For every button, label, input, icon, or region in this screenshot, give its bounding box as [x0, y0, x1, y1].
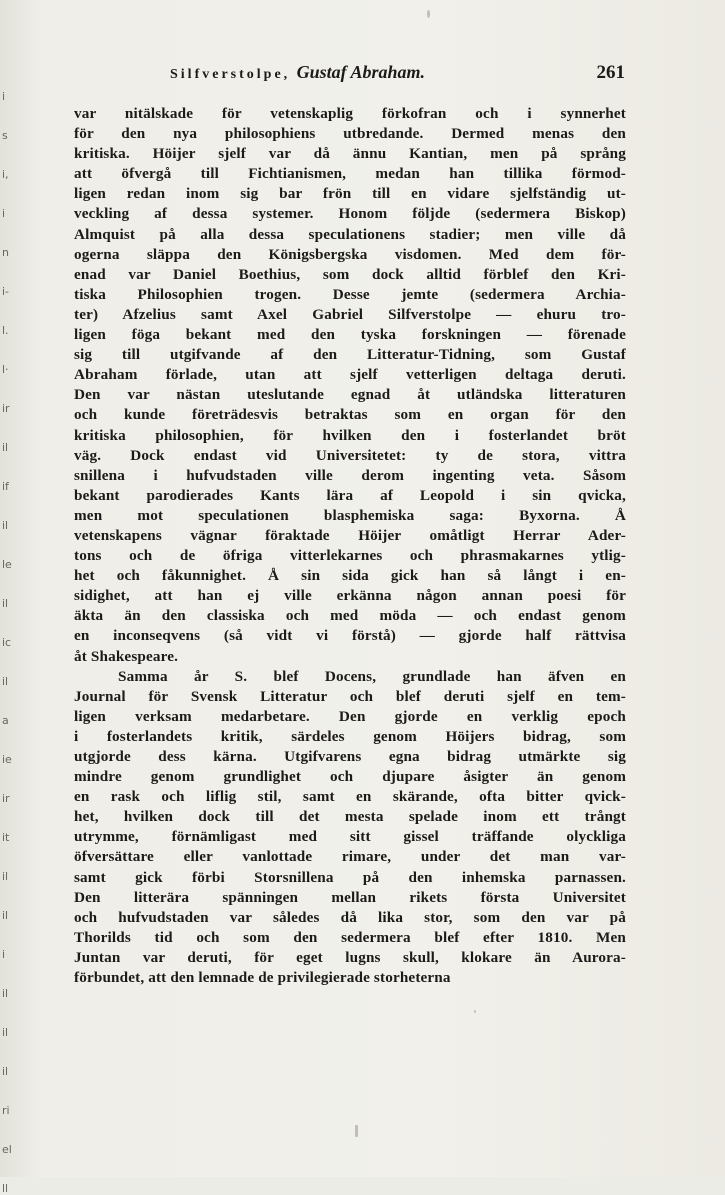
text-line: Juntan var deruti, för eget lugns skull, klokare än Aurora-	[74, 948, 626, 966]
margin-mark: ic	[2, 636, 12, 649]
running-head	[170, 62, 425, 83]
text-line: men mot speculationen blasphemiska saga: Byxorna. Å	[74, 506, 626, 524]
margin-mark: il	[2, 597, 9, 610]
text-line: mindre genom grundlighet och djupare åsigter än genom	[74, 768, 626, 786]
text-line: samt gick förbi Storsnillena på den inhemska parnassen.	[74, 868, 626, 886]
page-header	[170, 60, 625, 88]
running-head-surname: Silfverstolpe,	[170, 67, 297, 82]
text-line: Den litterära spänningen mellan rikets första Universitet	[74, 888, 626, 906]
text-line: Almquist på alla dessa speculationens stadier; men ville då	[74, 225, 626, 243]
margin-mark: it	[2, 831, 10, 844]
margin-mark: il	[2, 441, 9, 454]
text-line: åt Shakespeare.	[74, 647, 179, 665]
text-line: snillena i hufvudstaden ville derom ingenting veta. Såsom	[74, 466, 626, 484]
margin-mark: el	[2, 1143, 12, 1156]
margin-mark: il	[2, 870, 9, 883]
text-line: enad var Daniel Boethius, som dock alltid förblef den Kri-	[74, 265, 626, 283]
page-number: 261	[596, 62, 625, 83]
margin-mark: i	[2, 948, 6, 961]
text-line: förbundet, att den lemnade de privilegierade storheterna	[74, 969, 451, 987]
margin-mark: il	[2, 519, 9, 532]
text-line: öfversättare eller vanlottade rimare, under det man var-	[74, 848, 626, 866]
margin-mark: s	[2, 129, 8, 142]
text-line: ligen verksam medarbetare. Den gjorde en verklig epoch	[74, 707, 626, 725]
margin-mark: l·	[2, 363, 9, 376]
margin-mark: le	[2, 558, 12, 571]
text-line: en inconseqvens (så vidt vi förstå) — gjorde half rättvisa	[74, 627, 626, 645]
margin-mark: ie	[2, 753, 12, 766]
text-line: bekant parodierades Kants lära af Leopold i sin qvicka,	[74, 486, 626, 504]
text-line: för den nya philosophiens utbredande. Dermed menas den	[74, 125, 626, 143]
paper-speck	[355, 1125, 358, 1137]
margin-mark: il	[2, 1026, 9, 1039]
text-line: ligen redan inom sig bar frön till en vidare sjelfständig ut-	[74, 185, 626, 203]
paper-speck	[427, 10, 430, 18]
margin-mark: a	[2, 714, 9, 727]
text-line: Den var nästan uteslutande egnad åt utländska litteraturen	[74, 386, 626, 404]
margin-mark: i	[2, 90, 6, 103]
text-line: en rask och liflig stil, samt en skärande, ofta bitter qvick-	[74, 788, 626, 806]
text-line: äkta än den classiska och med möda — och endast genom	[74, 607, 626, 625]
text-line: het och fåkunnighet. Å sin sida gick han så långt i en-	[74, 567, 626, 585]
body-text	[74, 104, 626, 988]
text-line: utgjorde dess kärna. Utgifvarens egna bidrag utmärkte sig	[74, 748, 626, 765]
margin-mark: il	[2, 909, 9, 922]
text-line: tons och de öfriga vitterlekarnes och phrasmakarnes ytlig-	[74, 547, 626, 565]
margin-mark: ll	[2, 1182, 9, 1195]
text-line: Abraham förlade, utan att sjelf vetterligen deltaga deruti.	[74, 366, 626, 384]
running-head-name: Gustaf Abraham.	[296, 62, 426, 82]
margin-mark: il	[2, 987, 9, 1000]
text-line: het, hvilken dock till det mesta spelade inom ett trångt	[74, 808, 626, 826]
margin-mark: ir	[2, 792, 10, 805]
margin-mark: i-	[2, 285, 10, 298]
bleed-through-margin	[2, 90, 16, 1195]
text-line: kritiska philosophien, för hvilken den i fosterlandet bröt	[74, 426, 626, 444]
text-line: kritiska. Höijer sjelf var då ännu Kantian, men på språng	[74, 145, 626, 163]
text-line: utrymme, förnämligast med sitt gissel träffande olyckliga	[74, 828, 626, 846]
text-line: och hufvudstaden var således då lika stor, som den var på	[74, 908, 626, 926]
text-line: och kunde företrädesvis betraktas som en organ för den	[74, 406, 626, 424]
text-line: ligen föga bekant med den tyska forskningen — förenade	[74, 326, 626, 344]
text-line: tiska Philosophien trogen. Desse jemte (sedermera Archia-	[74, 285, 626, 303]
text-line: ter) Afzelius samt Axel Gabriel Silfverstolpe — ehuru tro-	[74, 305, 626, 323]
margin-mark: il	[2, 675, 9, 688]
text-line: att öfvergå till Fichtianismen, medan han tillika förmod-	[74, 165, 626, 183]
text-line: ogerna släppa den Königsbergska visdomen. Med dem för-	[74, 245, 626, 263]
text-line: Thorilds tid och som den sedermera blef efter 1810. Men	[74, 928, 626, 946]
text-line: vetenskapens vägnar föraktade Höijer omåtligt Herrar Ader-	[74, 526, 626, 544]
margin-mark: ri	[2, 1104, 10, 1117]
margin-mark: n	[2, 246, 9, 259]
margin-mark: il	[2, 1065, 9, 1078]
margin-mark: if	[2, 480, 9, 493]
margin-mark: i,	[2, 168, 9, 181]
text-line: väg. Dock endast vid Universitetet: ty de stora, vittra	[74, 446, 626, 464]
text-line: Journal för Svensk Litteratur och blef deruti sjelf en tem-	[74, 687, 626, 705]
text-line: sidighet, att han ej ville erkänna någon annan poesi för	[74, 587, 626, 605]
text-line: Samma år S. blef Docens, grundlade han äfven en	[118, 667, 626, 685]
margin-mark: ir	[2, 402, 10, 415]
text-line: veckling af dessa systemer. Honom följde (sedermera Biskop)	[74, 205, 626, 223]
margin-mark: i	[2, 207, 6, 220]
text-line: sig till utgifvande af den Litteratur-Tidning, som Gustaf	[74, 346, 626, 364]
text-line: var nitälskade för vetenskaplig förkofran och i synnerhet	[74, 105, 626, 122]
paper-speck	[474, 1010, 476, 1013]
margin-mark: l.	[2, 324, 9, 337]
text-line: i fosterlandets kritik, särdeles genom Höijers bidrag, som	[74, 727, 626, 745]
